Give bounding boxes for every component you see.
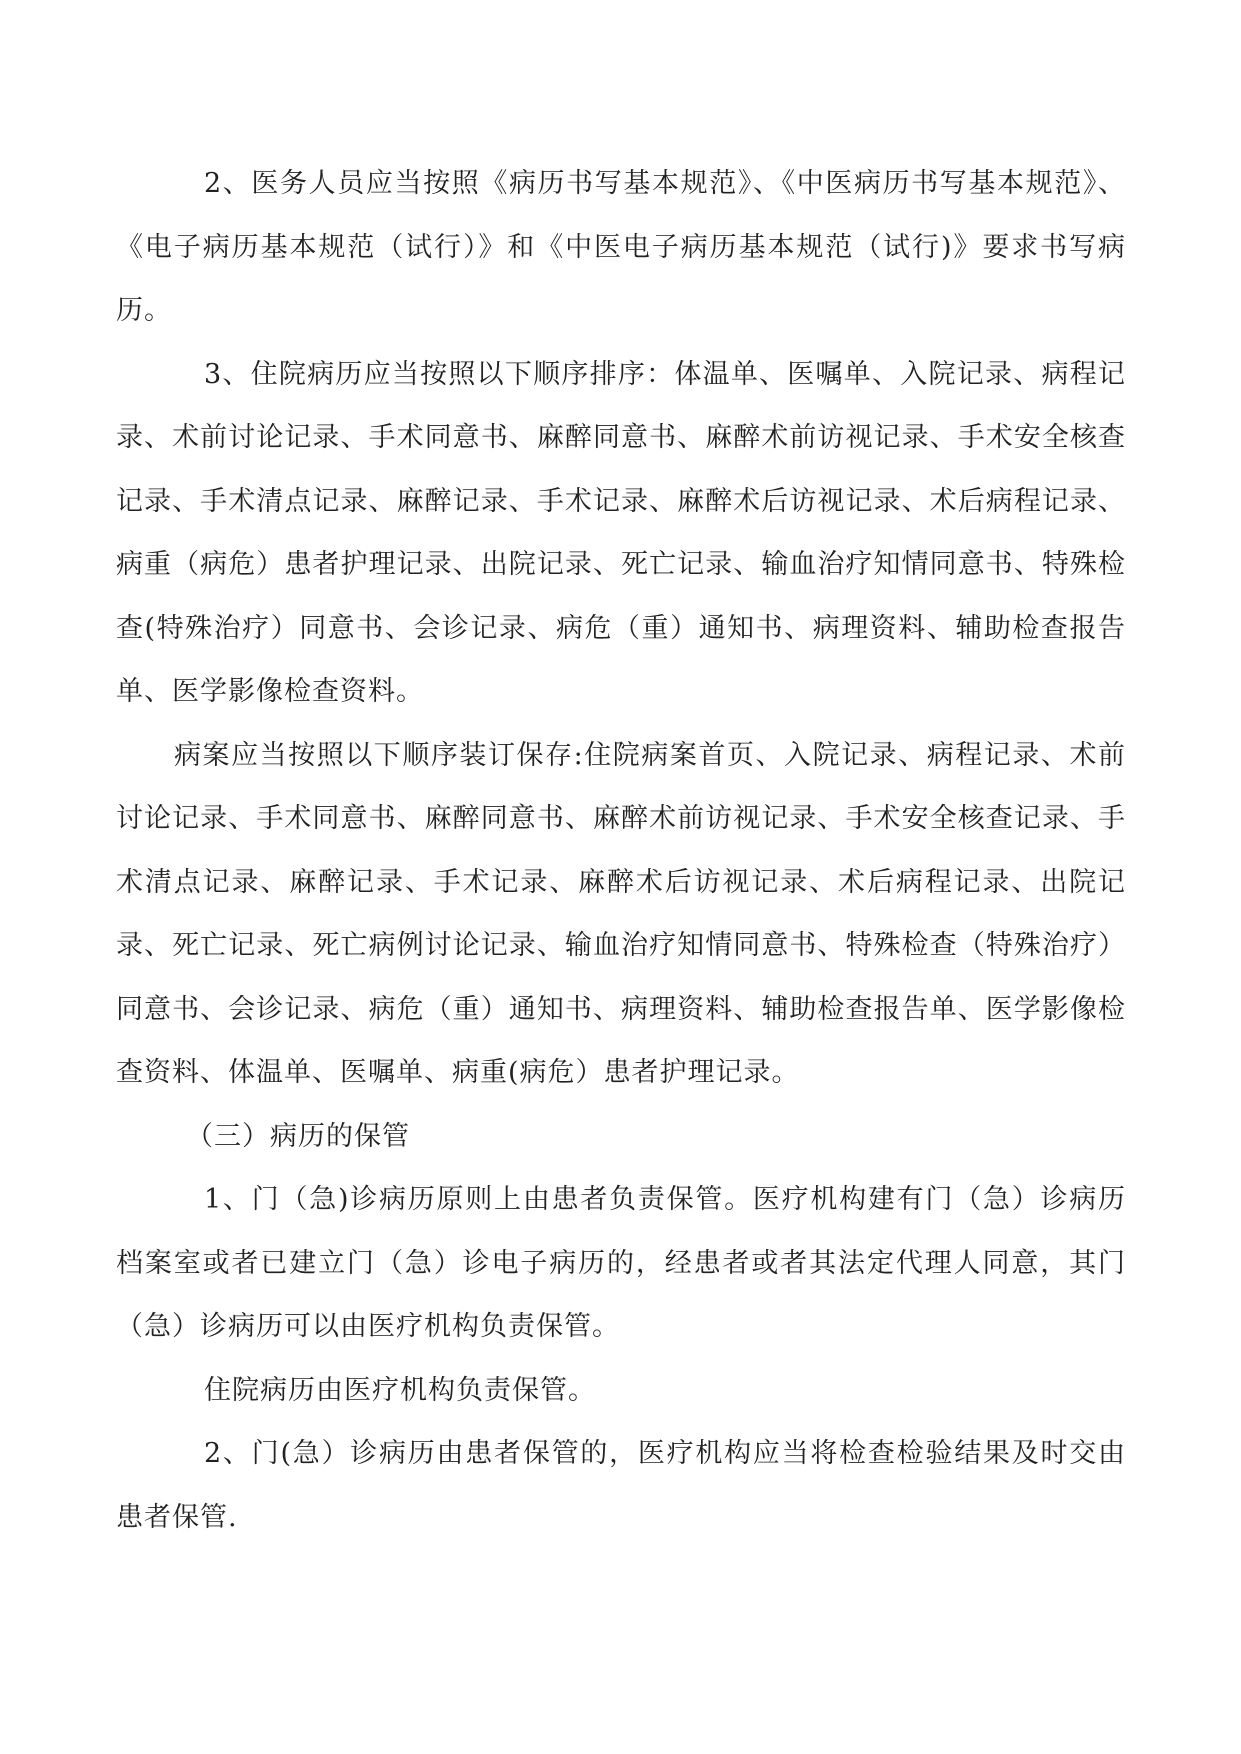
paragraph-test-results-custody: 2、门(急）诊病历由患者保管的，医疗机构应当将检查检验结果及时交由患者保管.	[116, 1438, 1126, 1533]
paragraph-inpatient-record-order: 3、住院病历应当按照以下顺序排序：体温单、医嘱单、入院记录、病程记录、术前讨论记录、手术同意书、麻醉同意书、麻醉术前访视记录、手术安全核查记录、手术清点记录、麻醉记录、手术记录、麻醉术后访视记录、术后病程记录、病重（病危）患者护理记录、出院记录、死亡记录、输血治疗知情同意书、特殊检查(特殊治疗）同意书、会诊记录、病危（重）通知书、病理资料、辅助检查报告单、医学影像检查资料。	[116, 358, 1126, 707]
section-heading-record-custody: （三）病历的保管	[186, 1120, 410, 1152]
paragraph-outpatient-custody: 1、门（急)诊病历原则上由患者负责保管。医疗机构建有门（急）诊病历档案室或者已建立门（急）诊电子病历的，经患者或者其法定代理人同意，其门（急）诊病历可以由医疗机构负责保管。	[116, 1184, 1126, 1342]
document-body	[116, 152, 1126, 1549]
paragraph-binding-order: 病案应当按照以下顺序装订保存:住院病案首页、入院记录、病程记录、术前讨论记录、手术同意书、麻醉同意书、麻醉术前访视记录、手术安全核查记录、手术清点记录、麻醉记录、手术记录、麻醉术后访视记录、术后病程记录、出院记录、死亡记录、死亡病例讨论记录、输血治疗知情同意书、特殊检查（特殊治疗）同意书、会诊记录、病危（重）通知书、病理资料、辅助检查报告单、医学影像检查资料、体温单、医嘱单、病重(病危）患者护理记录。	[116, 739, 1126, 1088]
paragraph-writing-standards: 2、医务人员应当按照《病历书写基本规范》、《中医病历书写基本规范》、《电子病历基本规范（试行）》和《中医电子病历基本规范（试行)》要求书写病历。	[116, 168, 1126, 326]
paragraph-inpatient-custody: 住院病历由医疗机构负责保管。	[204, 1374, 596, 1406]
